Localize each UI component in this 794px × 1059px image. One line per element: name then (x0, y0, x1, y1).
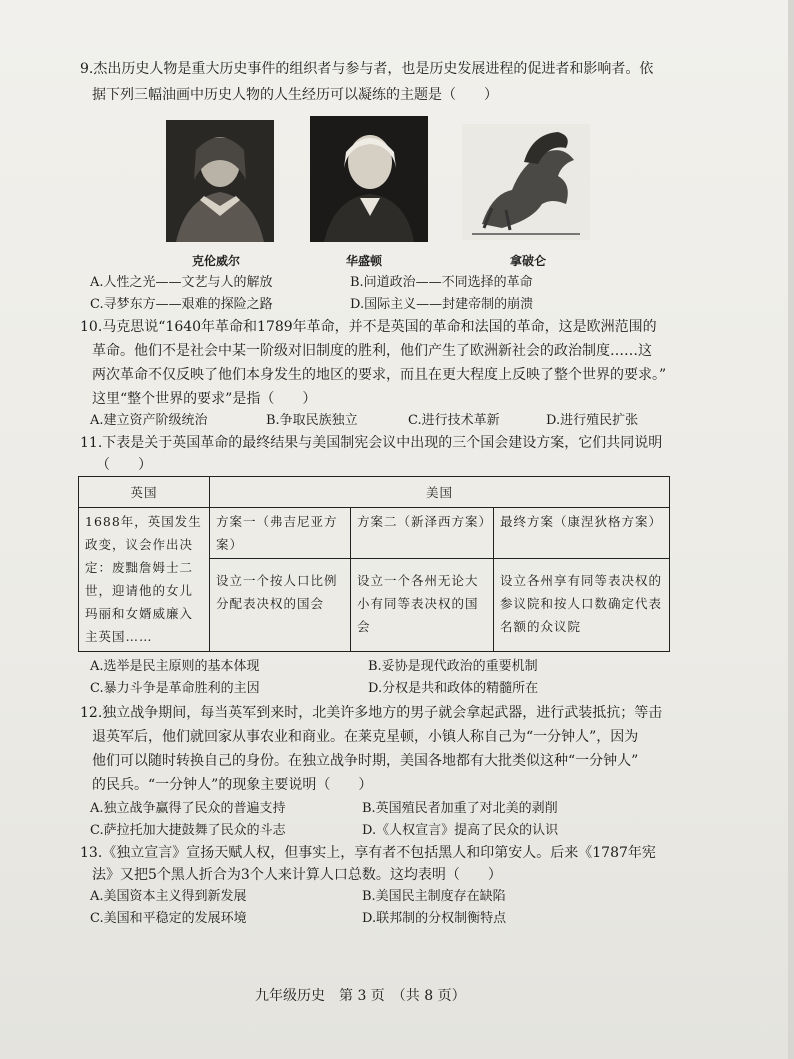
q13-option-d: D.联邦制的分权制衡特点 (362, 911, 507, 926)
q12-option-d: D.《人权宣言》提高了民众的认识 (362, 823, 559, 838)
q12-option-c: C.萨拉托加大捷鼓舞了民众的斗志 (90, 823, 286, 838)
cromwell-portrait (166, 120, 274, 242)
q12-stem-line4: 的民兵。“一分钟人”的现象主要说明（ ） (92, 777, 373, 793)
caption-napoleon: 拿破仑 (510, 254, 547, 268)
page-footer: 九年级历史 第 3 页 （共 8 页） (255, 988, 466, 1004)
q10-option-a: A.建立资产阶级统治 (90, 413, 208, 428)
q10-stem-line3: 两次革命不仅反映了他们本身发生的地区的要求，而且在更大程度上反映了整个世界的要求。” (92, 367, 667, 383)
q10-stem-line4: 这里“整个世界的要求”是指（ ） (92, 391, 317, 407)
page-edge (788, 0, 794, 1059)
washington-portrait (310, 116, 428, 242)
q12-stem-line3: 他们可以随时转换自己的身份。在独立战争时期，美国各地都有大批类似这种“一分钟人” (92, 753, 639, 769)
q11-stem-line2: （ ） (96, 457, 152, 473)
q11-option-d: D.分权是共和政体的精髓所在 (368, 681, 539, 696)
q12-stem-line1: 12.独立战争期间，每当英军到来时，北美许多地方的男子就会拿起武器，进行武装抵抗；等击 (80, 705, 663, 721)
q11-option-a: A.选举是民主原则的基本体现 (90, 659, 260, 674)
q9-option-b: B.问道政治——不同选择的革命 (350, 275, 533, 290)
q13-stem-line2: 法》又把5个黑人折合为3个人来计算人口总数。这均表明（ ） (92, 867, 502, 883)
q9-option-d: D.国际主义——封建帝制的崩溃 (350, 297, 534, 312)
q11-stem-line1: 11.下表是关于英国革命的最终结果与美国制宪会议中出现的三个国会建设方案，它们共同说明 (80, 435, 663, 451)
table-uk-cell: 1688年，英国发生政变，议会作出决定：废黜詹姆士二世，迎请他的女儿玛丽和女婿威廉入主英国…… (79, 508, 210, 652)
table-plan-1-name: 方案一（弗吉尼亚方案） (210, 508, 351, 559)
caption-cromwell: 克伦威尔 (192, 254, 241, 268)
q10-option-d: D.进行殖民扩张 (546, 413, 639, 428)
table-plan-2-desc: 设立一个各州无论大小有同等表决权的国会 (351, 559, 494, 652)
table-plan-1-desc: 设立一个按人口比例分配表决权的国会 (210, 559, 351, 652)
q9-stem-line1: 9.杰出历史人物是重大历史事件的组织者与参与者，也是历史发展进程的促进者和影响者。依 (80, 61, 654, 77)
table-head-uk: 英国 (79, 477, 210, 508)
q13-stem-line1: 13.《独立宣言》宣扬天赋人权，但事实上，享有者不包括黑人和印第安人。后来《1787年宪 (80, 845, 656, 861)
q13-option-a: A.美国资本主义得到新发展 (90, 889, 247, 904)
q12-option-a: A.独立战争赢得了民众的普遍支持 (90, 801, 286, 816)
q9-option-c: C.寻梦东方——艰难的探险之路 (90, 297, 273, 312)
q10-option-c: C.进行技术革新 (408, 413, 500, 428)
table-head-us: 美国 (210, 477, 670, 508)
table-plan-3-name: 最终方案（康涅狄格方案） (494, 508, 670, 559)
q12-option-b: B.英国殖民者加重了对北美的剥削 (362, 801, 558, 816)
q11-option-c: C.暴力斗争是革命胜利的主因 (90, 681, 260, 696)
table-plan-3-desc: 设立各州享有同等表决权的参议院和按人口数确定代表名额的众议院 (494, 559, 670, 652)
q9-stem-line2: 据下列三幅油画中历史人物的人生经历可以凝练的主题是（ ） (92, 87, 498, 103)
q13-option-c: C.美国和平稳定的发展环境 (90, 911, 247, 926)
q10-stem-line1: 10.马克思说“1640年革命和1789年革命，并不是英国的革命和法国的革命，这是欧洲范围的 (80, 319, 657, 335)
comparison-table (78, 476, 670, 652)
caption-washington: 华盛顿 (346, 254, 383, 268)
q11-option-b: B.妥协是现代政治的重要机制 (368, 659, 538, 674)
q9-option-a: A.人性之光——文艺与人的解放 (90, 275, 273, 290)
q10-option-b: B.争取民族独立 (266, 413, 358, 428)
q12-stem-line2: 退英军后，他们就回家从事农业和商业。在莱克星顿，小镇人称自己为“一分钟人”，因为 (92, 729, 639, 745)
q10-stem-line2: 革命。他们不是社会中某一阶级对旧制度的胜利，他们产生了欧洲新社会的政治制度……这 (92, 343, 652, 359)
table-plan-2-name: 方案二（新泽西方案） (351, 508, 494, 559)
napoleon-painting (462, 124, 590, 240)
q13-option-b: B.美国民主制度存在缺陷 (362, 889, 506, 904)
